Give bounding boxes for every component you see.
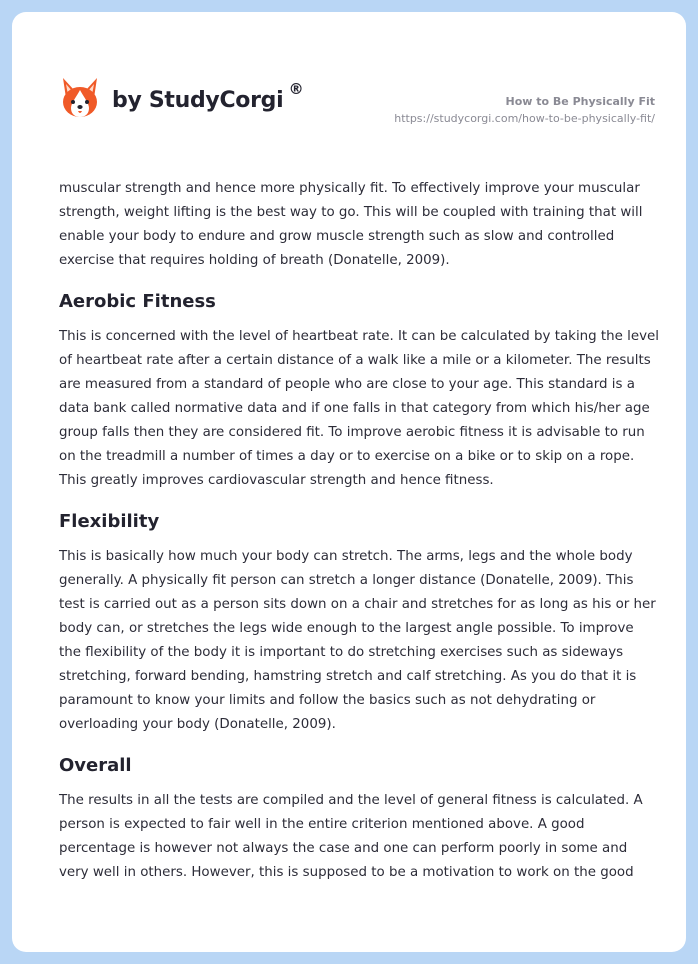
section-body-flexibility: This is basically how much your body can stretch. The arms, legs and the whole body generally. A physically fit person can stretch a longer distance (Donatelle, 2009). This test is carried out as a person sits down on a chair and stretches for as long as his or her body can, or stretches the legs wide enough to the largest angle possible. To improve the flexibility of the body it is important to do stretching exercises such as sideways stretching, forward bending, hamstring stretch and calf stretching. As you do that it is paramount to know your limits and follow the basics such as not dehydrating or overloading your body (Donatelle, 2009).	[59, 549, 656, 732]
registered-mark: ®	[288, 79, 304, 98]
section-heading-overall: Overall	[59, 755, 132, 776]
section-body-overall: The results in all the tests are compiled and the level of general fitness is calculated. A person is expected to fair well in the entire criterion mentioned above. A good percentage is however not always the case and one can perform poorly in some and very well in others. However, this is supposed to be a motivation to work on the good	[59, 793, 643, 880]
studycorgi-logo[interactable]	[60, 76, 304, 120]
document-title: How to Be Physically Fit	[505, 95, 655, 108]
corgi-logo-icon	[60, 76, 100, 120]
brand-name	[112, 79, 304, 113]
brand-text: by StudyCorgi	[112, 87, 284, 113]
article-content	[59, 177, 659, 885]
intro-paragraph: muscular strength and hence more physically fit. To effectively improve your muscular strength, weight lifting is the best way to go. This will be coupled with training that will enable your body to endure and grow muscle strength such as slow and controlled exercise that requires holding of breath (Donatelle, 2009).	[59, 181, 643, 268]
section-body-aerobic-fitness: This is concerned with the level of heartbeat rate. It can be calculated by taking the level of heartbeat rate after a certain distance of a walk like a mile or a kilometer. The results are measured from a standard of people who are close to your age. This standard is a data bank called normative data and if one falls in that category from which his/her age group falls then they are considered fit. To improve aerobic fitness it is advisable to run on the treadmill a number of times a day or to exercise on a bike or to skip on a rope. This greatly improves cardiovascular strength and hence fitness.	[59, 329, 659, 488]
document-url[interactable]: https://studycorgi.com/how-to-be-physically-fit/	[394, 112, 655, 125]
document-page	[12, 12, 686, 952]
page-header	[12, 12, 686, 162]
section-heading-aerobic-fitness: Aerobic Fitness	[59, 291, 216, 312]
document-meta	[394, 94, 655, 127]
section-heading-flexibility: Flexibility	[59, 511, 160, 532]
